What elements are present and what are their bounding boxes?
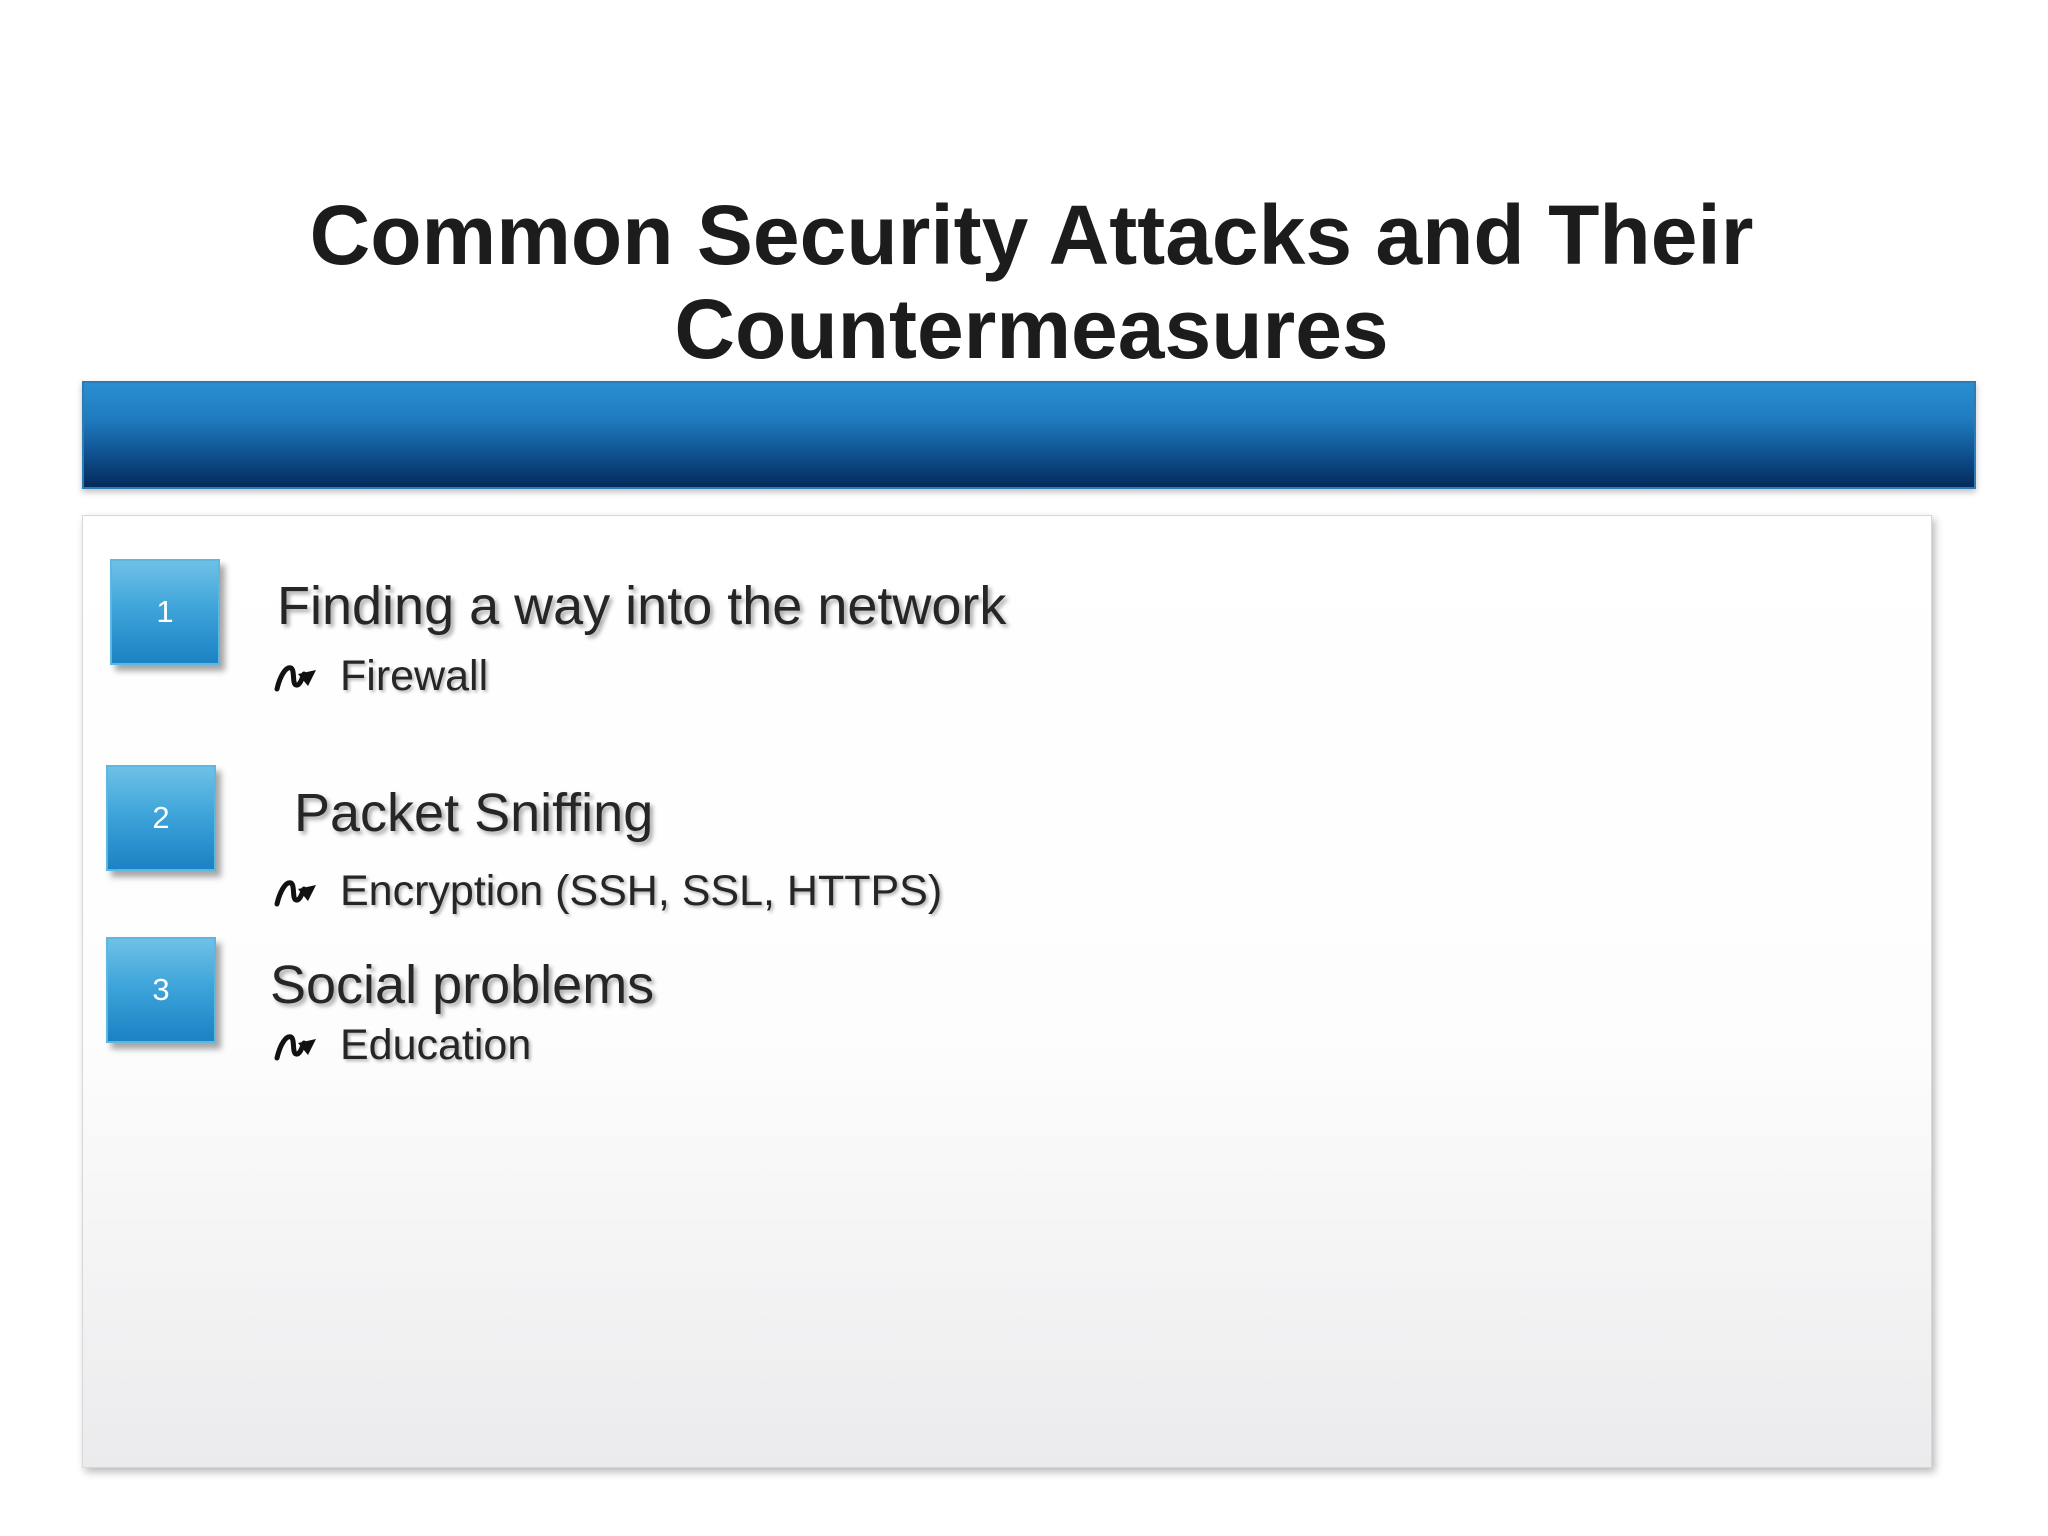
- item-countermeasure-text-3: Education: [340, 1021, 532, 1069]
- slide-title-line-1: Common Security Attacks and Their: [309, 188, 1754, 282]
- item-countermeasure-3: [274, 1020, 531, 1070]
- item-number-box-2: 2: [106, 765, 216, 871]
- slide-title: [0, 188, 2048, 376]
- curved-arrow-bullet-icon: [274, 1027, 318, 1063]
- title-banner: [82, 381, 1976, 489]
- curved-arrow-bullet-icon: [274, 658, 318, 694]
- item-number-box-3: 3: [106, 937, 216, 1043]
- item-countermeasure-2: [274, 866, 942, 916]
- item-countermeasure-1: [274, 651, 488, 701]
- slide-title-line-2: Countermeasures: [674, 282, 1389, 376]
- item-countermeasure-text-1: Firewall: [340, 652, 489, 700]
- item-countermeasure-text-2: Encryption (SSH, SSL, HTTPS): [340, 867, 943, 915]
- item-number-box-1: 1: [110, 559, 220, 665]
- curved-arrow-bullet-icon: [274, 873, 318, 909]
- item-heading-2: Packet Sniffing: [294, 783, 654, 843]
- item-heading-1: Finding a way into the network: [277, 576, 1007, 636]
- item-heading-3: Social problems: [270, 955, 655, 1015]
